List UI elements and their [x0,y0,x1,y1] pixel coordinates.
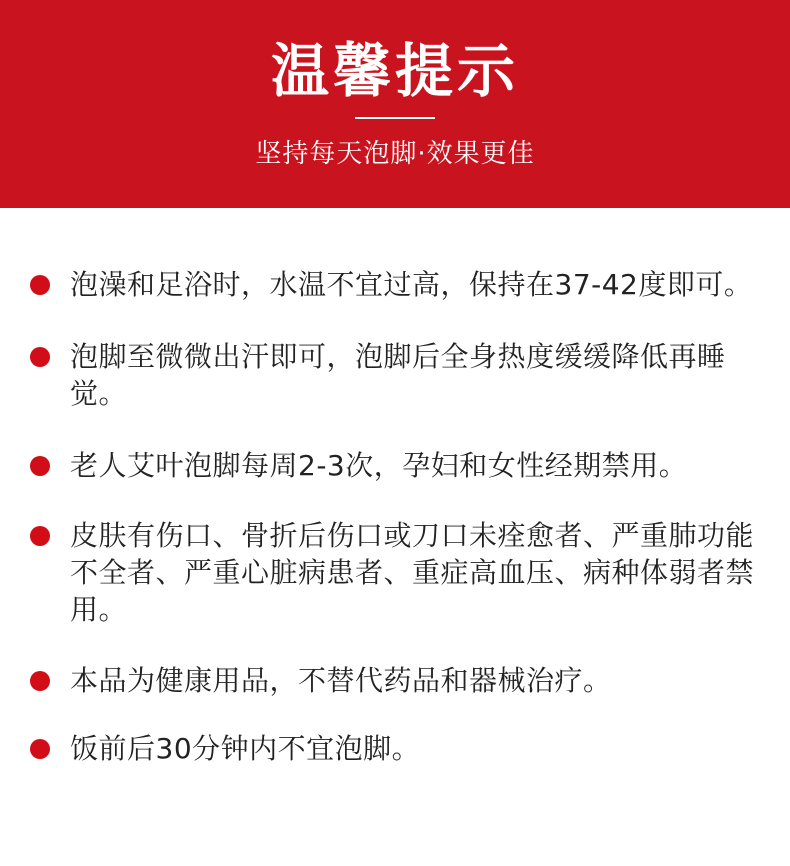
bullet-dot-icon [30,456,50,476]
tip-text: 饭前后30分钟内不宜泡脚。 [70,732,421,765]
tip-text: 泡澡和足浴时，水温不宜过高，保持在37-42度即可。 [70,268,753,301]
tip-text: 本品为健康用品，不替代药品和器械治疗。 [70,664,612,697]
bullet-dot-icon [30,739,50,759]
title-divider [355,117,435,119]
page-subtitle: 坚持每天泡脚·效果更佳 [255,139,535,169]
bullet-dot-icon [30,526,50,546]
page-title: 温馨提示 [270,37,519,105]
bullet-dot-icon [30,671,50,691]
bullet-dot-icon [30,275,50,295]
tip-text: 老人艾叶泡脚每周2-3次，孕妇和女性经期禁用。 [70,449,688,482]
header-banner [0,0,790,208]
bullet-dot-icon [30,347,50,367]
tip-text: 皮肤有伤口、骨折后伤口或刀口未痊愈者、严重肺功能不全者、严重心脏病患者、重症高血压、病种体弱者禁用。 [70,519,755,626]
tip-text: 泡脚至微微出汗即可，泡脚后全身热度缓缓降低再睡觉。 [70,340,726,410]
